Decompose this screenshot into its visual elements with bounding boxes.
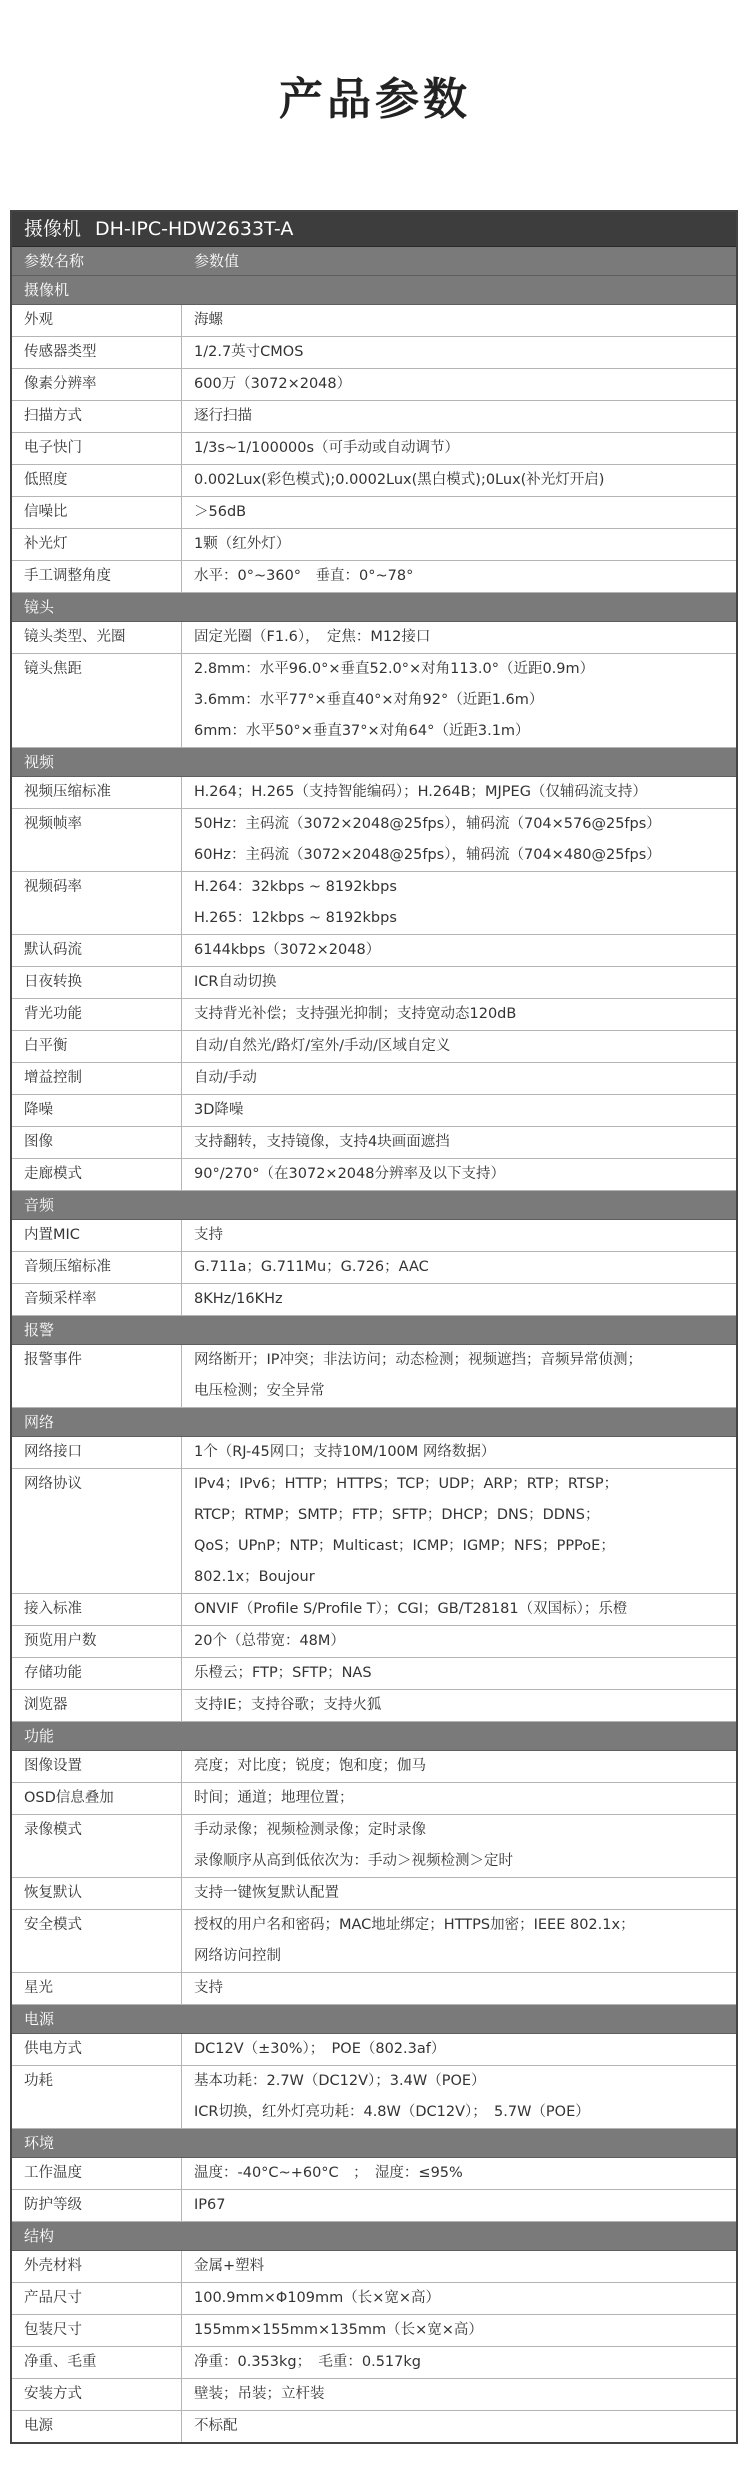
spec-values bbox=[182, 305, 736, 336]
spec-value-line: 3D降噪 bbox=[194, 1102, 244, 1118]
spec-value-line: 1/2.7英寸CMOS bbox=[194, 344, 304, 360]
spec-value-line: 155mm×155mm×135mm（长×宽×高） bbox=[194, 2322, 483, 2338]
spec-row bbox=[12, 401, 736, 433]
spec-value-line: 6144kbps（3072×2048） bbox=[194, 942, 381, 958]
spec-label: 日夜转换 bbox=[12, 967, 182, 998]
spec-row bbox=[12, 1127, 736, 1159]
spec-row bbox=[12, 369, 736, 401]
spec-row bbox=[12, 1469, 736, 1594]
spec-label: 防护等级 bbox=[12, 2190, 182, 2221]
spec-row bbox=[12, 777, 736, 809]
spec-values bbox=[182, 529, 736, 560]
spec-row bbox=[12, 1878, 736, 1910]
spec-value-line: 时间；通道；地理位置； bbox=[194, 1790, 354, 1806]
spec-value-line: 支持 bbox=[194, 1227, 223, 1243]
spec-values bbox=[182, 1815, 736, 1877]
spec-value-line: 8KHz/16KHz bbox=[194, 1291, 283, 1307]
spec-row bbox=[12, 337, 736, 369]
spec-value-line: 20个（总带宽：48M） bbox=[194, 1633, 345, 1649]
spec-values bbox=[182, 1159, 736, 1190]
spec-label: 补光灯 bbox=[12, 529, 182, 560]
spec-value-line: 90°/270°（在3072×2048分辨率及以下支持） bbox=[194, 1166, 505, 1182]
spec-value-line: 802.1x；Boujour bbox=[194, 1569, 315, 1585]
spec-label: 音频采样率 bbox=[12, 1284, 182, 1315]
spec-values bbox=[182, 1973, 736, 2004]
spec-values bbox=[182, 654, 736, 747]
spec-label: 产品尺寸 bbox=[12, 2283, 182, 2314]
spec-value-line: 壁装；吊装；立杆装 bbox=[194, 2386, 325, 2402]
spec-values bbox=[182, 465, 736, 496]
spec-label: 净重、毛重 bbox=[12, 2347, 182, 2378]
spec-label: 浏览器 bbox=[12, 1690, 182, 1721]
spec-label: 恢复默认 bbox=[12, 1878, 182, 1909]
spec-value-line: 100.9mm×Φ109mm（长×宽×高） bbox=[194, 2290, 441, 2306]
spec-value-line: 授权的用户名和密码；MAC地址绑定；HTTPS加密；IEEE 802.1x； bbox=[194, 1917, 635, 1933]
spec-label: 背光功能 bbox=[12, 999, 182, 1030]
spec-values bbox=[182, 561, 736, 592]
section-header: 音频 bbox=[12, 1191, 736, 1220]
spec-value-line: 亮度；对比度；锐度；饱和度；伽马 bbox=[194, 1758, 426, 1774]
spec-row bbox=[12, 2347, 736, 2379]
spec-value-line: ＞56dB bbox=[194, 504, 247, 520]
spec-value-line: 6mm：水平50°×垂直37°×对角64°（近距3.1m） bbox=[194, 723, 530, 739]
spec-value-line: DC12V（±30%）； POE（802.3af） bbox=[194, 2041, 446, 2057]
spec-sections bbox=[12, 276, 736, 2442]
spec-label: 电子快门 bbox=[12, 433, 182, 464]
spec-value-line: 1颗（红外灯） bbox=[194, 536, 291, 552]
spec-label: 增益控制 bbox=[12, 1063, 182, 1094]
section-header: 视频 bbox=[12, 748, 736, 777]
spec-row bbox=[12, 433, 736, 465]
spec-values bbox=[182, 622, 736, 653]
spec-label: 星光 bbox=[12, 1973, 182, 2004]
spec-value-line: 2.8mm：水平96.0°×垂直52.0°×对角113.0°（近距0.9m） bbox=[194, 661, 595, 677]
spec-label: 默认码流 bbox=[12, 935, 182, 966]
spec-row bbox=[12, 2190, 736, 2222]
spec-value-line: IP67 bbox=[194, 2197, 226, 2213]
spec-value-line: 支持 bbox=[194, 1980, 223, 1996]
spec-values bbox=[182, 1031, 736, 1062]
spec-row bbox=[12, 1658, 736, 1690]
spec-row bbox=[12, 1594, 736, 1626]
spec-values bbox=[182, 369, 736, 400]
section-header: 电源 bbox=[12, 2005, 736, 2034]
spec-values bbox=[182, 1345, 736, 1407]
model-name: DH-IPC-HDW2633T-A bbox=[95, 218, 294, 240]
spec-label: 镜头焦距 bbox=[12, 654, 182, 747]
spec-label: 音频压缩标准 bbox=[12, 1252, 182, 1283]
spec-row bbox=[12, 2066, 736, 2129]
spec-values bbox=[182, 1783, 736, 1814]
spec-label: 录像模式 bbox=[12, 1815, 182, 1877]
spec-values bbox=[182, 1220, 736, 1251]
spec-values bbox=[182, 337, 736, 368]
spec-values bbox=[182, 2066, 736, 2128]
spec-label: 信噪比 bbox=[12, 497, 182, 528]
spec-label: 手工调整角度 bbox=[12, 561, 182, 592]
spec-row bbox=[12, 529, 736, 561]
spec-label: 网络协议 bbox=[12, 1469, 182, 1593]
spec-values bbox=[182, 2190, 736, 2221]
spec-label: 预览用户数 bbox=[12, 1626, 182, 1657]
spec-values bbox=[182, 1751, 736, 1782]
spec-value-line: 1/3s~1/100000s（可手动或自动调节） bbox=[194, 440, 460, 456]
spec-row bbox=[12, 497, 736, 529]
spec-label: 镜头类型、光圈 bbox=[12, 622, 182, 653]
section-header: 报警 bbox=[12, 1316, 736, 1345]
spec-values bbox=[182, 1437, 736, 1468]
spec-row bbox=[12, 1783, 736, 1815]
spec-value-line: 支持IE；支持谷歌；支持火狐 bbox=[194, 1697, 382, 1713]
spec-label: 图像设置 bbox=[12, 1751, 182, 1782]
spec-value-line: RTCP；RTMP；SMTP；FTP；SFTP；DHCP；DNS；DDNS； bbox=[194, 1507, 600, 1523]
spec-label: 工作温度 bbox=[12, 2158, 182, 2189]
spec-value-line: H.264；H.265（支持智能编码）；H.264B；MJPEG（仅辅码流支持） bbox=[194, 784, 647, 800]
spec-value-line: 水平：0°~360° 垂直：0°~78° bbox=[194, 568, 414, 584]
spec-values bbox=[182, 1095, 736, 1126]
spec-values bbox=[182, 2315, 736, 2346]
spec-values bbox=[182, 2251, 736, 2282]
spec-values bbox=[182, 2347, 736, 2378]
spec-value-line: ONVIF（Profile S/Profile T）；CGI；GB/T28181（双国标）；乐橙 bbox=[194, 1601, 628, 1617]
spec-label: 包装尺寸 bbox=[12, 2315, 182, 2346]
spec-label: 外观 bbox=[12, 305, 182, 336]
spec-label: 报警事件 bbox=[12, 1345, 182, 1407]
spec-row bbox=[12, 2379, 736, 2411]
spec-values bbox=[182, 935, 736, 966]
spec-value-line: 逐行扫描 bbox=[194, 408, 252, 424]
spec-value-line: 1个（RJ-45网口；支持10M/100M 网络数据） bbox=[194, 1444, 496, 1460]
spec-row bbox=[12, 622, 736, 654]
spec-value-line: 支持一键恢复默认配置 bbox=[194, 1885, 339, 1901]
spec-values bbox=[182, 1878, 736, 1909]
spec-value-line: 3.6mm：水平77°×垂直40°×对角92°（近距1.6m） bbox=[194, 692, 544, 708]
spec-label: 低照度 bbox=[12, 465, 182, 496]
spec-label: 外壳材料 bbox=[12, 2251, 182, 2282]
spec-value-line: 60Hz：主码流（3072×2048@25fps），辅码流（704×480@25fps） bbox=[194, 847, 661, 863]
spec-label: 视频码率 bbox=[12, 872, 182, 934]
spec-label: 视频压缩标准 bbox=[12, 777, 182, 808]
spec-row bbox=[12, 2158, 736, 2190]
section-header: 结构 bbox=[12, 2222, 736, 2251]
spec-values bbox=[182, 1626, 736, 1657]
spec-row bbox=[12, 2034, 736, 2066]
spec-value-line: ICR自动切换 bbox=[194, 974, 277, 990]
spec-label: 视频帧率 bbox=[12, 809, 182, 871]
spec-value-line: 自动/自然光/路灯/室外/手动/区域自定义 bbox=[194, 1038, 451, 1054]
spec-label: 像素分辨率 bbox=[12, 369, 182, 400]
spec-value-line: 乐橙云；FTP；SFTP；NAS bbox=[194, 1665, 372, 1681]
spec-label: 电源 bbox=[12, 2411, 182, 2442]
spec-label: 供电方式 bbox=[12, 2034, 182, 2065]
spec-value-line: 电压检测；安全异常 bbox=[194, 1383, 325, 1399]
section-header: 网络 bbox=[12, 1408, 736, 1437]
spec-value-line: 录像顺序从高到低依次为：手动＞视频检测＞定时 bbox=[194, 1853, 513, 1869]
spec-value-line: 网络断开；IP冲突；非法访问；动态检测；视频遮挡；音频异常侦测； bbox=[194, 1352, 643, 1368]
column-header-name: 参数名称 bbox=[24, 252, 85, 270]
spec-values bbox=[182, 1284, 736, 1315]
spec-row bbox=[12, 465, 736, 497]
spec-label: 内置MIC bbox=[12, 1220, 182, 1251]
spec-values bbox=[182, 1690, 736, 1721]
spec-row bbox=[12, 1815, 736, 1878]
spec-row bbox=[12, 809, 736, 872]
spec-label: 接入标准 bbox=[12, 1594, 182, 1625]
spec-value-line: 0.002Lux(彩色模式);0.0002Lux(黑白模式);0Lux(补光灯开启) bbox=[194, 472, 605, 488]
spec-row bbox=[12, 872, 736, 935]
section-header: 环境 bbox=[12, 2129, 736, 2158]
spec-row bbox=[12, 1031, 736, 1063]
spec-label: 传感器类型 bbox=[12, 337, 182, 368]
spec-label: 降噪 bbox=[12, 1095, 182, 1126]
spec-label: 安全模式 bbox=[12, 1910, 182, 1972]
spec-values bbox=[182, 433, 736, 464]
spec-values bbox=[182, 1594, 736, 1625]
spec-row bbox=[12, 305, 736, 337]
spec-row bbox=[12, 1626, 736, 1658]
spec-row bbox=[12, 1910, 736, 1973]
spec-value-line: 不标配 bbox=[194, 2418, 238, 2434]
spec-row bbox=[12, 1690, 736, 1722]
spec-label: 走廊模式 bbox=[12, 1159, 182, 1190]
page-title: 产品参数 bbox=[279, 74, 471, 125]
section-header: 镜头 bbox=[12, 593, 736, 622]
spec-row bbox=[12, 2251, 736, 2283]
spec-row bbox=[12, 2315, 736, 2347]
spec-value-line: 温度：-40°C~+60°C ； 湿度：≤95% bbox=[194, 2165, 463, 2181]
spec-value-line: 金属+塑料 bbox=[194, 2258, 265, 2274]
spec-values bbox=[182, 1252, 736, 1283]
spec-values bbox=[182, 809, 736, 871]
spec-label: 网络接口 bbox=[12, 1437, 182, 1468]
spec-label: 安装方式 bbox=[12, 2379, 182, 2410]
spec-label: 功耗 bbox=[12, 2066, 182, 2128]
spec-row bbox=[12, 1284, 736, 1316]
spec-value-line: 600万（3072×2048） bbox=[194, 376, 352, 392]
spec-values bbox=[182, 2158, 736, 2189]
spec-value-line: 自动/手动 bbox=[194, 1070, 257, 1086]
spec-row bbox=[12, 967, 736, 999]
spec-value-line: 海螺 bbox=[194, 312, 223, 328]
spec-values bbox=[182, 2283, 736, 2314]
spec-value-line: 支持背光补偿；支持强光抑制；支持宽动态120dB bbox=[194, 1006, 517, 1022]
spec-values bbox=[182, 999, 736, 1030]
spec-label: 扫描方式 bbox=[12, 401, 182, 432]
spec-value-line: 支持翻转，支持镜像，支持4块画面遮挡 bbox=[194, 1134, 450, 1150]
spec-values bbox=[182, 401, 736, 432]
spec-value-line: G.711a；G.711Mu；G.726；AAC bbox=[194, 1259, 429, 1275]
spec-row bbox=[12, 654, 736, 748]
spec-row bbox=[12, 561, 736, 593]
spec-row bbox=[12, 1973, 736, 2005]
spec-values bbox=[182, 872, 736, 934]
spec-row bbox=[12, 935, 736, 967]
spec-row bbox=[12, 1159, 736, 1191]
section-header: 功能 bbox=[12, 1722, 736, 1751]
spec-row bbox=[12, 2411, 736, 2442]
column-header-row bbox=[12, 247, 736, 276]
spec-values bbox=[182, 2034, 736, 2065]
spec-values bbox=[182, 1469, 736, 1593]
spec-row bbox=[12, 1095, 736, 1127]
spec-label: 存储功能 bbox=[12, 1658, 182, 1689]
spec-row bbox=[12, 1345, 736, 1408]
spec-value-line: 网络访问控制 bbox=[194, 1948, 281, 1964]
spec-value-line: H.264：32kbps ~ 8192kbps bbox=[194, 879, 397, 895]
spec-label: 图像 bbox=[12, 1127, 182, 1158]
spec-row bbox=[12, 2283, 736, 2315]
spec-label: OSD信息叠加 bbox=[12, 1783, 182, 1814]
spec-values bbox=[182, 1063, 736, 1094]
section-header: 摄像机 bbox=[12, 276, 736, 305]
spec-value-line: 固定光圈（F1.6）， 定焦：M12接口 bbox=[194, 629, 431, 645]
spec-label: 白平衡 bbox=[12, 1031, 182, 1062]
spec-values bbox=[182, 777, 736, 808]
spec-row bbox=[12, 1063, 736, 1095]
spec-value-line: QoS；UPnP；NTP；Multicast；ICMP；IGMP；NFS；PPPoE； bbox=[194, 1538, 615, 1554]
spec-values bbox=[182, 2411, 736, 2442]
spec-table bbox=[10, 210, 738, 2444]
spec-value-line: 基本功耗：2.7W（DC12V）；3.4W（POE） bbox=[194, 2073, 486, 2089]
column-header-value: 参数值 bbox=[194, 252, 240, 270]
spec-row bbox=[12, 999, 736, 1031]
spec-value-line: 手动录像；视频检测录像；定时录像 bbox=[194, 1822, 426, 1838]
spec-values bbox=[182, 497, 736, 528]
spec-values bbox=[182, 1127, 736, 1158]
spec-values bbox=[182, 1910, 736, 1972]
spec-row bbox=[12, 1437, 736, 1469]
spec-row bbox=[12, 1220, 736, 1252]
spec-values bbox=[182, 2379, 736, 2410]
spec-row bbox=[12, 1751, 736, 1783]
spec-value-line: 净重：0.353kg； 毛重：0.517kg bbox=[194, 2354, 421, 2370]
spec-value-line: ICR切换，红外灯亮功耗：4.8W（DC12V）； 5.7W（POE） bbox=[194, 2104, 590, 2120]
spec-row bbox=[12, 1252, 736, 1284]
model-category: 摄像机 bbox=[24, 218, 82, 240]
spec-values bbox=[182, 967, 736, 998]
spec-values bbox=[182, 1658, 736, 1689]
spec-value-line: H.265：12kbps ~ 8192kbps bbox=[194, 910, 397, 926]
spec-value-line: 50Hz：主码流（3072×2048@25fps），辅码流（704×576@25fps） bbox=[194, 816, 661, 832]
model-header bbox=[12, 212, 736, 247]
spec-value-line: IPv4；IPv6；HTTP；HTTPS；TCP；UDP；ARP；RTP；RTSP； bbox=[194, 1476, 619, 1492]
